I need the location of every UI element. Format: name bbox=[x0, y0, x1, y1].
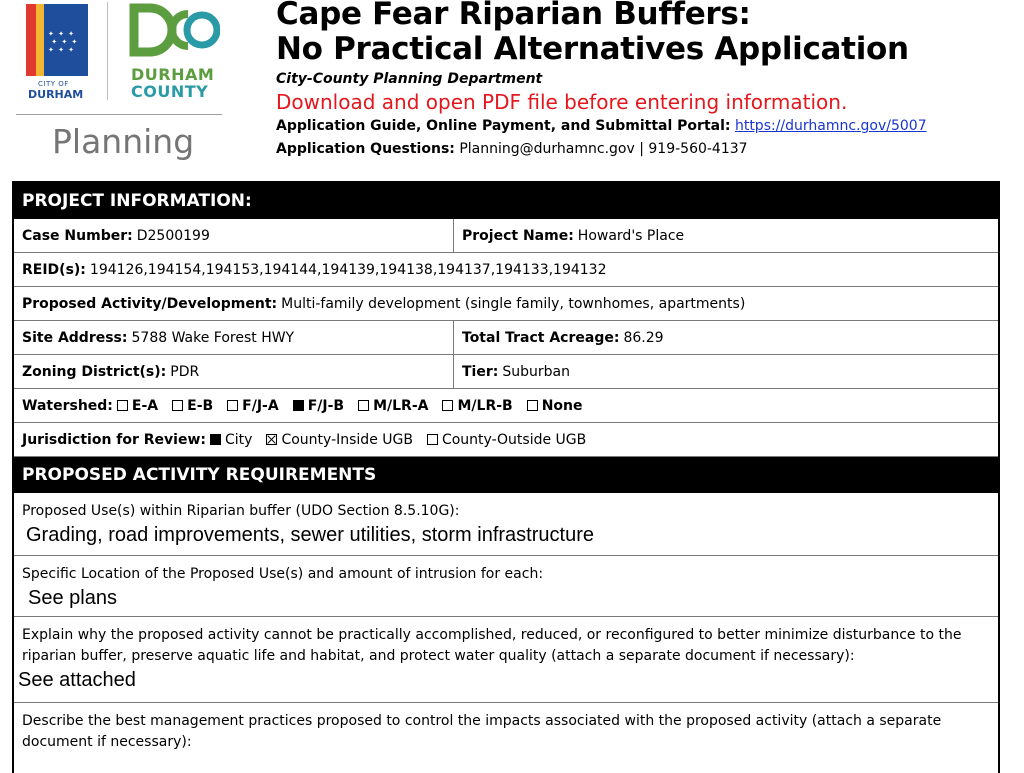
reid-row bbox=[14, 253, 998, 287]
city-name-label: DURHAM bbox=[28, 88, 84, 101]
watershed-fjb-checkbox[interactable] bbox=[293, 400, 304, 411]
reid-field[interactable] bbox=[14, 253, 615, 286]
tract-acreage-value: 86.29 bbox=[623, 329, 664, 346]
project-information-heading: PROJECT INFORMATION: bbox=[14, 183, 998, 219]
city-of-durham-logo bbox=[24, 2, 99, 102]
tier-field[interactable] bbox=[454, 355, 578, 388]
zoning-district-value: PDR bbox=[170, 363, 200, 380]
site-address-field[interactable] bbox=[14, 321, 454, 354]
portal-label: Application Guide, Online Payment, and Submittal Portal: bbox=[276, 118, 731, 134]
proposed-activity-field[interactable] bbox=[14, 287, 753, 320]
explain-answer: See attached bbox=[18, 669, 136, 691]
dco-county-logo-icon bbox=[128, 0, 220, 60]
requirements-heading: PROPOSED ACTIVITY REQUIREMENTS bbox=[14, 457, 998, 493]
jurisdiction-label: Jurisdiction for Review: bbox=[22, 431, 206, 448]
watershed-fja-checkbox[interactable] bbox=[227, 400, 238, 411]
watershed-row bbox=[14, 389, 998, 423]
document-title-line1: Cape Fear Riparian Buffers: bbox=[276, 0, 751, 32]
jurisdiction-county-outside-checkbox[interactable] bbox=[427, 434, 438, 445]
portal-link[interactable]: https://durhamnc.gov/5007 bbox=[734, 118, 927, 134]
case-number-field[interactable] bbox=[14, 219, 454, 252]
reid-value: 194126,194154,194153,194144,194139,194138,194137,194133,194132 bbox=[89, 261, 607, 278]
specific-location-answer: See plans bbox=[28, 587, 117, 609]
watershed-none-label: None bbox=[541, 397, 583, 414]
watershed-ea-label: E-A bbox=[131, 397, 159, 414]
logo-rule bbox=[16, 114, 222, 115]
project-name-label: Project Name: bbox=[462, 227, 574, 244]
reid-label: REID(s): bbox=[22, 261, 86, 278]
watershed-fjb-label: F/J-B bbox=[307, 397, 345, 414]
tier-value: Suburban bbox=[502, 363, 570, 380]
county-name-line2: COUNTY bbox=[131, 82, 209, 101]
questions-label: Application Questions: bbox=[276, 141, 455, 157]
activity-row bbox=[14, 287, 998, 321]
proposed-activity-value: Multi-family development (single family, townhomes, apartments) bbox=[281, 295, 746, 312]
watershed-mlra-label: M/LR-A bbox=[373, 397, 429, 414]
jurisdiction-county-outside-label: County-Outside UGB bbox=[441, 431, 587, 448]
tier-label: Tier: bbox=[462, 363, 499, 380]
tract-acreage-field[interactable] bbox=[454, 321, 672, 354]
proposed-activity-label: Proposed Activity/Development: bbox=[22, 295, 278, 312]
watershed-eb-label: E-B bbox=[187, 397, 214, 414]
project-name-field[interactable] bbox=[454, 219, 692, 252]
questions-contact: Planning@durhamnc.gov | 919-560-4137 bbox=[459, 141, 748, 157]
specific-location-question: Specific Location of the Proposed Use(s) and amount of intrusion for each: bbox=[22, 566, 544, 582]
bmp-question: Describe the best management practices proposed to control the impacts associated with the proposed activity (attach a separate document if necessary): bbox=[22, 713, 942, 750]
case-number-value: D2500199 bbox=[136, 227, 210, 244]
watershed-mlrb-checkbox[interactable] bbox=[442, 400, 453, 411]
zoning-tier-row bbox=[14, 355, 998, 389]
document-title-line2: No Practical Alternatives Application bbox=[276, 31, 909, 67]
project-name-value: Howard's Place bbox=[577, 227, 685, 244]
city-of-label: CITY OF bbox=[38, 80, 69, 88]
watershed-eb-checkbox[interactable] bbox=[172, 400, 183, 411]
case-project-row bbox=[14, 219, 998, 253]
county-name-line1: DURHAM bbox=[131, 65, 215, 84]
watershed-fja-label: F/J-A bbox=[242, 397, 279, 414]
jurisdiction-county-inside-label: County-Inside UGB bbox=[281, 431, 413, 448]
address-acreage-row bbox=[14, 321, 998, 355]
zoning-district-field[interactable] bbox=[14, 355, 454, 388]
city-flag-icon: ✦ ✦ ✦ ✦ ✦ ✦ ✦ ✦ ✦ bbox=[26, 4, 88, 76]
proposed-uses-answer: Grading, road improvements, sewer utilities, storm infrastructure bbox=[26, 524, 594, 546]
watershed-field bbox=[14, 389, 599, 422]
jurisdiction-row bbox=[14, 423, 998, 457]
department-name: City-County Planning Department bbox=[276, 71, 543, 87]
explain-question: Explain why the proposed activity cannot be practically accomplished, reduced, or reconfigured to better minimize disturbance to the riparian buffer, preserve aquatic life and habitat, and protect water quality (attach a separate document if necessary): bbox=[22, 627, 962, 664]
explain-block[interactable] bbox=[14, 617, 998, 703]
portal-line bbox=[276, 116, 1006, 137]
logo-divider bbox=[107, 2, 108, 100]
zoning-district-label: Zoning District(s): bbox=[22, 363, 167, 380]
jurisdiction-city-label: City bbox=[225, 431, 253, 448]
jurisdiction-field bbox=[14, 423, 602, 456]
case-number-label: Case Number: bbox=[22, 227, 133, 244]
watershed-ea-checkbox[interactable] bbox=[117, 400, 128, 411]
jurisdiction-county-inside-checkbox[interactable] bbox=[266, 434, 277, 445]
bmp-block[interactable] bbox=[14, 703, 998, 773]
watershed-none-checkbox[interactable] bbox=[527, 400, 538, 411]
watershed-mlrb-label: M/LR-B bbox=[457, 397, 513, 414]
proposed-uses-block[interactable] bbox=[14, 493, 998, 556]
planning-label: Planning bbox=[52, 122, 195, 161]
application-form bbox=[12, 181, 1000, 773]
site-address-label: Site Address: bbox=[22, 329, 128, 346]
watershed-mlra-checkbox[interactable] bbox=[358, 400, 369, 411]
questions-line bbox=[276, 139, 1006, 160]
site-address-value: 5788 Wake Forest HWY bbox=[131, 329, 295, 346]
logo-area bbox=[16, 0, 224, 170]
proposed-uses-question: Proposed Use(s) within Riparian buffer (UDO Section 8.5.10G): bbox=[22, 503, 460, 519]
document-header bbox=[276, 0, 1006, 160]
pdf-warning: Download and open PDF file before entering information. bbox=[276, 90, 848, 114]
specific-location-block[interactable] bbox=[14, 556, 998, 617]
tract-acreage-label: Total Tract Acreage: bbox=[462, 329, 620, 346]
jurisdiction-city-checkbox[interactable] bbox=[210, 434, 221, 445]
watershed-label: Watershed: bbox=[22, 397, 113, 414]
